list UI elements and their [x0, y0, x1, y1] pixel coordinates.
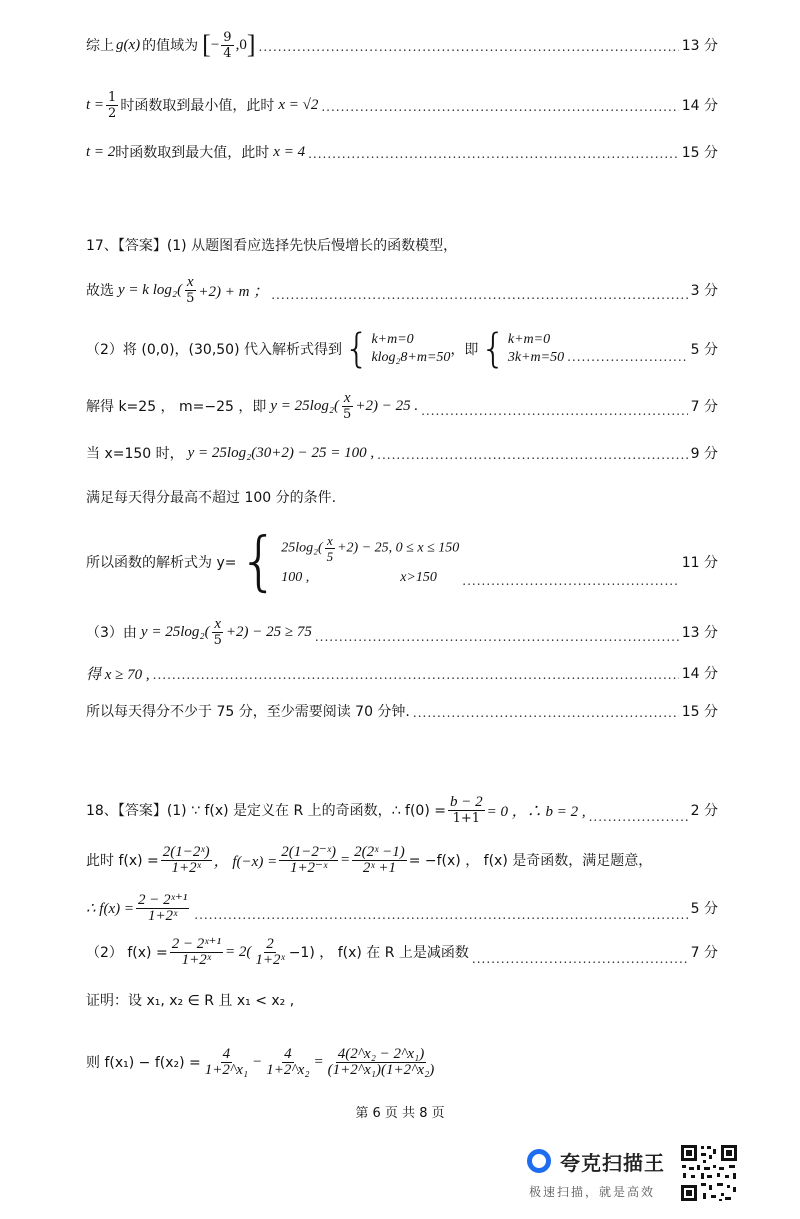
fraction: $\frac{2}{\text{1+2ˣ}}$	[255, 935, 285, 968]
leader-dots	[271, 288, 687, 302]
q18-line6	[86, 1040, 718, 1084]
math-expr: 得 x ≥ 70 ,	[86, 666, 150, 683]
fraction: $\frac{\text{2(1−2⁻ˣ)}}{\text{1+2⁻ˣ}}$	[281, 843, 336, 876]
leader-dots	[377, 448, 687, 462]
fraction: $\frac{x}{5}$	[186, 273, 195, 306]
fraction: $\frac{\text{2(2ˣ −1)}}{\text{2ˣ +1}}$	[354, 843, 405, 876]
q17-line8	[86, 614, 718, 650]
leader-dots	[259, 40, 679, 54]
leader-dots	[421, 404, 688, 418]
q17-line2	[86, 272, 718, 308]
line-text: 18、【答案】(1) ∵ f(x) 是定义在 R 上的奇函数，∴ f(0) =	[86, 803, 446, 819]
leader-dots	[589, 810, 688, 824]
fraction: $\frac{4}{\text{1+2\textasciicircum{}x₁}}$	[204, 1045, 249, 1078]
equals-sign: =	[339, 851, 351, 868]
minus-sign: −	[252, 1053, 263, 1070]
line-text: 故选	[86, 283, 114, 299]
math-expr: y = k log₂(	[118, 281, 183, 298]
score: 15 分	[681, 145, 718, 161]
q17-heading	[86, 230, 718, 260]
score: 5 分	[690, 342, 718, 358]
q17-line6	[86, 482, 718, 512]
leader-dots	[321, 100, 678, 114]
line-text: 证明：设 x₁, x₂ ∈ R 且 x₁ < x₂ ,	[86, 993, 295, 1009]
qr-code-icon	[679, 1143, 739, 1203]
score: 7 分	[690, 945, 718, 961]
score: 14 分	[681, 666, 718, 682]
score: 15 分	[681, 704, 718, 720]
bracket-left: [	[202, 30, 211, 59]
q18-line1	[86, 790, 718, 830]
score: 2 分	[690, 803, 718, 819]
fraction: $\frac{9}{4}$	[223, 29, 232, 61]
line-prefix: 综上	[86, 38, 114, 54]
line-text: 满足每天得分最高不超过 100 分的条件.	[86, 490, 337, 506]
question-heading: 17、【答案】(1) 从题图看应选择先快后慢增长的函数模型，	[86, 238, 458, 254]
math-expr: +2) + m ；	[198, 283, 269, 300]
math-expr: +2) − 25 .	[355, 397, 419, 414]
brace: {	[344, 326, 370, 372]
var-t: t =	[86, 96, 105, 113]
score: 3 分	[690, 283, 718, 299]
brace: {	[480, 326, 506, 372]
q17-line7	[86, 525, 718, 599]
leader-dots	[153, 668, 679, 682]
leader-dots	[472, 952, 688, 966]
equation-system: k+m=0 3k+m=50	[507, 332, 565, 365]
q17-line4	[86, 388, 718, 424]
math-expr: +2) − 25 ≥ 75	[225, 623, 312, 640]
math-expr: = 2(	[224, 943, 252, 960]
q18-line4	[86, 932, 718, 972]
line-text: = −f(x) ， f(x) 是奇函数，满足题意，	[408, 853, 653, 869]
piecewise-function: 25log₂( $\frac{x}{5}$ +2) − 25, 0 ≤ x ≤ 150 100 , x>150	[281, 532, 460, 585]
score: 11 分	[681, 555, 718, 571]
bracket-right: ]	[246, 30, 256, 59]
q18-line5	[86, 985, 718, 1015]
brace: {	[238, 525, 280, 599]
line-mid: 的值域为	[142, 38, 199, 54]
leader-dots	[413, 706, 679, 720]
math-expr: ∴ f(x) =	[86, 900, 134, 917]
equals-sign: =	[313, 1053, 324, 1070]
line-text: 此时 f(x) =	[86, 853, 159, 869]
line-text: （2）将 (0,0)，(30,50) 代入解析式得到	[86, 342, 342, 358]
fraction: $\frac{\text{4(2\textasciicircum{}x₂ − 2\textasciicircum{}x₁)}}{\text{(1+2\textasciicircum{}x₁)(1+2\textasciicircum{}x₂)}}$	[327, 1045, 435, 1078]
leader-dots	[567, 350, 688, 364]
fraction: $\frac{\text{2(1−2ˣ)}}{\text{1+2ˣ}}$	[162, 843, 210, 876]
fraction: $\frac{\text{2 − 2ˣ⁺¹}}{\text{1+2ˣ}}$	[171, 935, 221, 968]
var-t: t = 2	[86, 143, 116, 160]
line-text: 所以函数的解析式为 y=	[86, 555, 237, 571]
answer-line-max	[86, 137, 718, 167]
line-text: 解得 k=25 ， m=−25 ，即	[86, 399, 267, 415]
line-text: 时函数取到最小值，此时	[120, 98, 275, 114]
math-expr: ， f(−x) =	[213, 853, 278, 870]
score: 13 分	[681, 38, 718, 54]
math-expr: y = 25log₂(	[140, 623, 210, 640]
minus-sign: −	[210, 36, 220, 53]
fraction: $\frac{b - 2}{1+1}$	[449, 793, 483, 826]
fraction: $\frac{1}{2}$	[108, 89, 117, 121]
math-expr: x = 4	[273, 143, 306, 160]
leader-dots	[194, 908, 687, 922]
answer-line-min	[86, 90, 718, 120]
scanner-brand	[527, 1145, 677, 1205]
line-text: 当 x=150 时，	[86, 446, 184, 462]
score: 13 分	[681, 625, 718, 641]
q17-line9	[86, 658, 718, 688]
math-expr: y = 25log₂(	[270, 397, 340, 414]
q17-line3	[86, 328, 718, 370]
score: 5 分	[690, 901, 718, 917]
line-text: ，即	[450, 342, 479, 358]
math-expr: = 0 ，∴ b = 2 ,	[486, 803, 586, 820]
function-name: g(x)	[116, 36, 141, 53]
q18-line3	[86, 888, 718, 928]
page-number: 第 6 页 共 8 页	[355, 1106, 445, 1121]
fraction: $\frac{\text{2 − 2ˣ⁺¹}}{\text{1+2ˣ}}$	[137, 891, 188, 924]
leader-dots	[315, 630, 679, 644]
leader-dots	[308, 147, 679, 161]
line-text: 则 f(x₁) − f(x₂) =	[86, 1055, 201, 1071]
q17-line10	[86, 696, 718, 726]
score: 14 分	[681, 98, 718, 114]
line-text: 所以每天得分不少于 75 分，至少需要阅读 70 分钟.	[86, 704, 410, 720]
line-text: （2） f(x) =	[86, 945, 168, 961]
quark-logo-icon	[527, 1149, 551, 1173]
math-expr: y = 25log₂(30+2) − 25 = 100 ,	[187, 444, 375, 461]
line-text: −1) ， f(x) 在 R 上是减函数	[288, 945, 469, 961]
brand-slogan: 极速扫描，就是高效	[529, 1185, 656, 1199]
brand-name: 夸克扫描王	[560, 1151, 665, 1175]
q17-line5	[86, 438, 718, 468]
q18-line2	[86, 840, 718, 880]
answer-line-range	[86, 30, 718, 60]
score: 7 分	[690, 399, 718, 415]
fraction: $\frac{x}{5}$	[213, 615, 222, 648]
math-expr: x = √2	[278, 96, 319, 113]
line-text: （3）由	[86, 625, 137, 641]
line-text: 时函数取到最大值，此时	[115, 145, 270, 161]
score: 9 分	[690, 446, 718, 462]
equation-system: k+m=0 klog₂8+m=50	[371, 332, 451, 365]
fraction: $\frac{4}{\text{1+2\textasciicircum{}x₂}}$	[266, 1045, 310, 1078]
zero-value: ,0	[235, 36, 247, 53]
leader-dots	[462, 574, 678, 588]
fraction: $\frac{x}{5}$	[343, 389, 352, 422]
